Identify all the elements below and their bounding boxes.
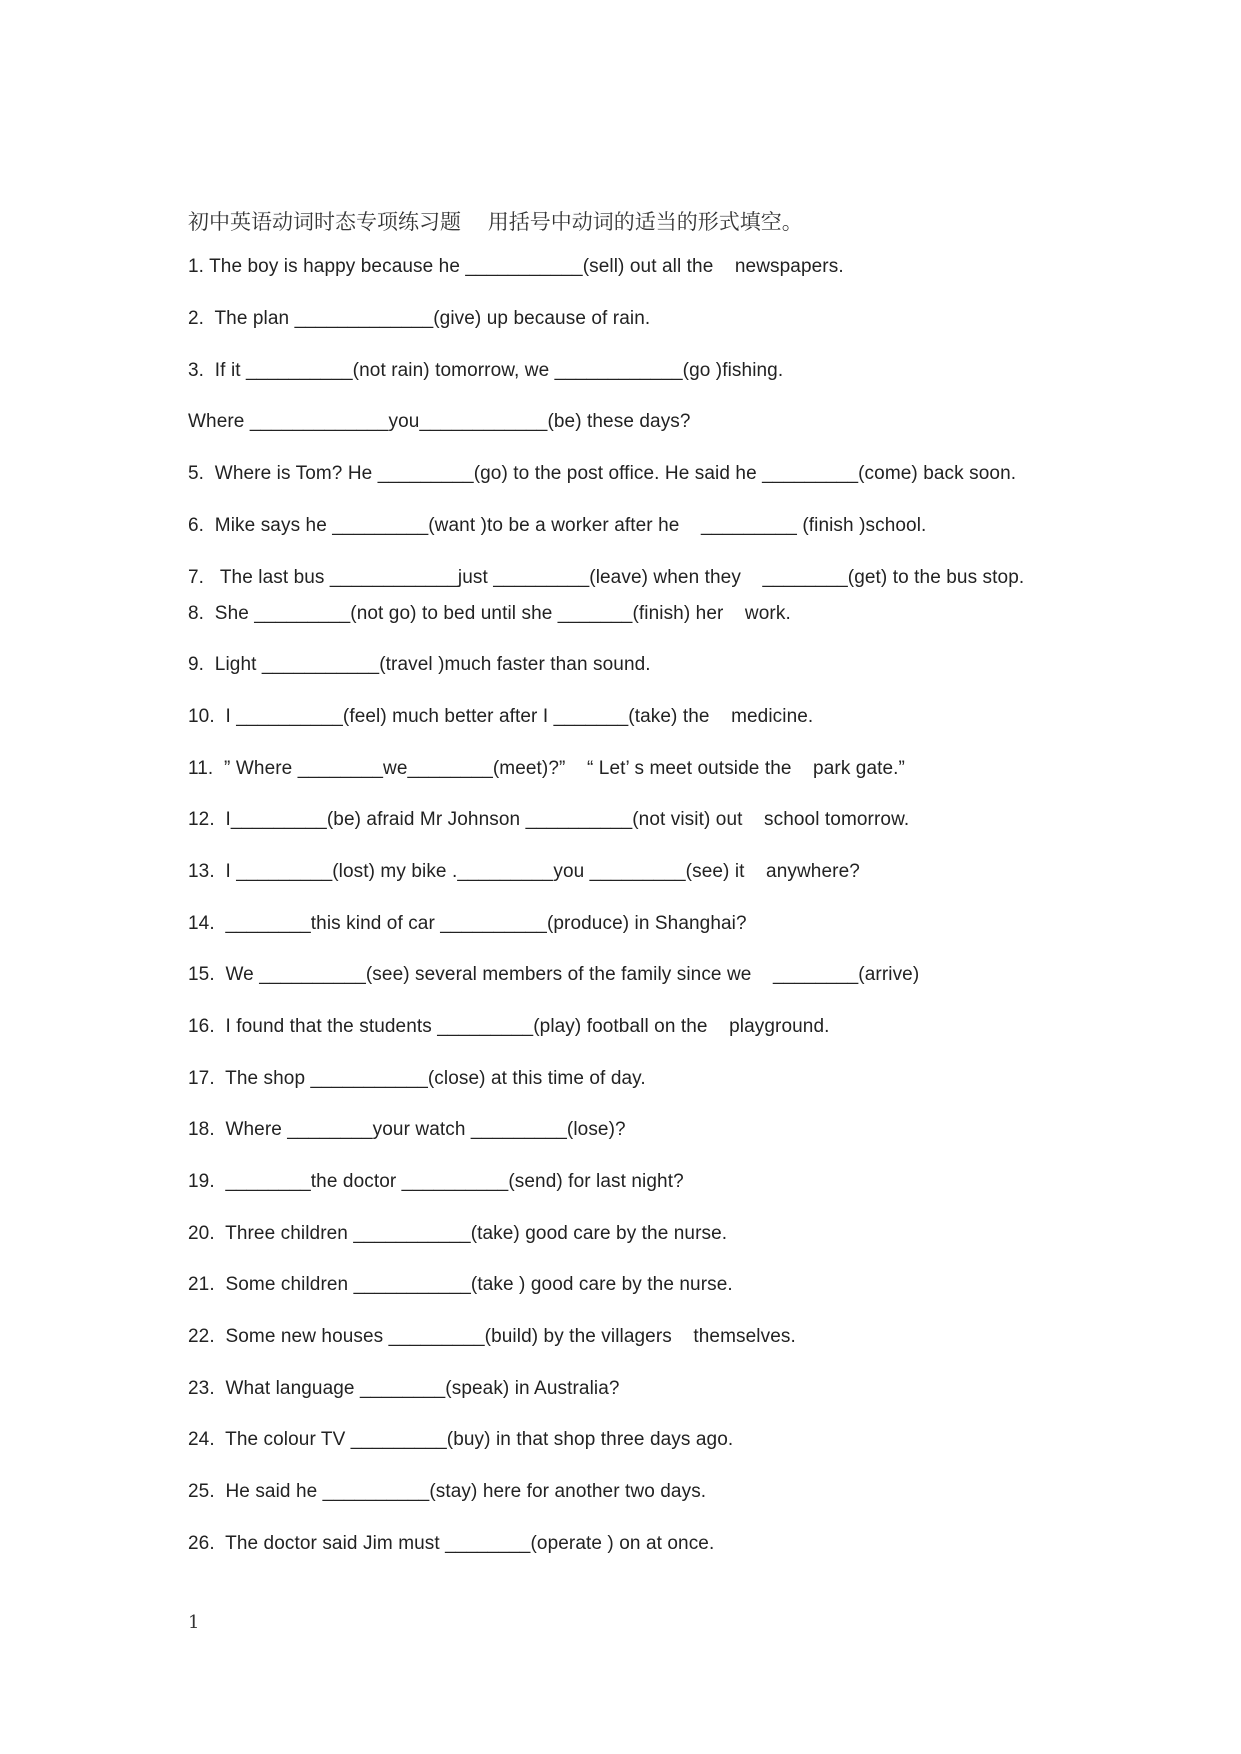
exercise-line-4: Where _____________you____________(be) these days? bbox=[188, 411, 691, 432]
document-title: 初中英语动词时态专项练习题 用括号中动词的适当的形式填空。 bbox=[188, 210, 803, 234]
exercise-line-1: 1. The boy is happy because he ___________(sell) out all the newspapers. bbox=[188, 256, 844, 277]
exercise-line-5: 5. Where is Tom? He _________(go) to the post office. He said he _________(come) back soon. bbox=[188, 463, 1017, 484]
exercise-line-23: 23. What language ________(speak) in Australia? bbox=[188, 1378, 620, 1399]
exercise-line-24: 24. The colour TV _________(buy) in that shop three days ago. bbox=[188, 1429, 734, 1450]
exercise-line-9: 9. Light ___________(travel )much faster than sound. bbox=[188, 654, 651, 675]
exercise-line-14: 14. ________this kind of car __________(produce) in Shanghai? bbox=[188, 913, 747, 934]
page-number: 1 bbox=[188, 1612, 200, 1633]
exercise-line-3: 3. If it __________(not rain) tomorrow, we ____________(go )fishing. bbox=[188, 360, 784, 381]
exercise-line-11: 11. ” Where ________we________(meet)?” “ Let’ s meet outside the park gate.” bbox=[188, 758, 905, 779]
exercise-line-25: 25. He said he __________(stay) here for another two days. bbox=[188, 1481, 707, 1502]
exercise-line-6: 6. Mike says he _________(want )to be a worker after he _________ (finish )school. bbox=[188, 515, 927, 536]
exercise-line-17: 17. The shop ___________(close) at this time of day. bbox=[188, 1068, 646, 1089]
exercise-line-18: 18. Where ________your watch _________(lose)? bbox=[188, 1119, 626, 1140]
exercise-line-26: 26. The doctor said Jim must ________(operate ) on at once. bbox=[188, 1533, 715, 1554]
exercise-line-2: 2. The plan _____________(give) up because of rain. bbox=[188, 308, 651, 329]
exercise-line-12: 12. I_________(be) afraid Mr Johnson __________(not visit) out school tomorrow. bbox=[188, 809, 910, 830]
exercise-line-20: 20. Three children ___________(take) good care by the nurse. bbox=[188, 1223, 728, 1244]
exercise-line-21: 21. Some children ___________(take ) good care by the nurse. bbox=[188, 1274, 733, 1295]
exercise-line-22: 22. Some new houses _________(build) by the villagers themselves. bbox=[188, 1326, 796, 1347]
exercise-line-7: 7. The last bus ____________just _________(leave) when they ________(get) to the bus stop. bbox=[188, 567, 1025, 588]
exercise-line-13: 13. I _________(lost) my bike ._________you _________(see) it anywhere? bbox=[188, 861, 860, 882]
exercise-line-16: 16. I found that the students _________(play) football on the playground. bbox=[188, 1016, 830, 1037]
exercise-line-15: 15. We __________(see) several members of the family since we ________(arrive) bbox=[188, 964, 920, 985]
exercise-line-10: 10. I __________(feel) much better after I _______(take) the medicine. bbox=[188, 706, 814, 727]
exercise-line-19: 19. ________the doctor __________(send) for last night? bbox=[188, 1171, 684, 1192]
exercise-line-8: 8. She _________(not go) to bed until she _______(finish) her work. bbox=[188, 603, 791, 624]
